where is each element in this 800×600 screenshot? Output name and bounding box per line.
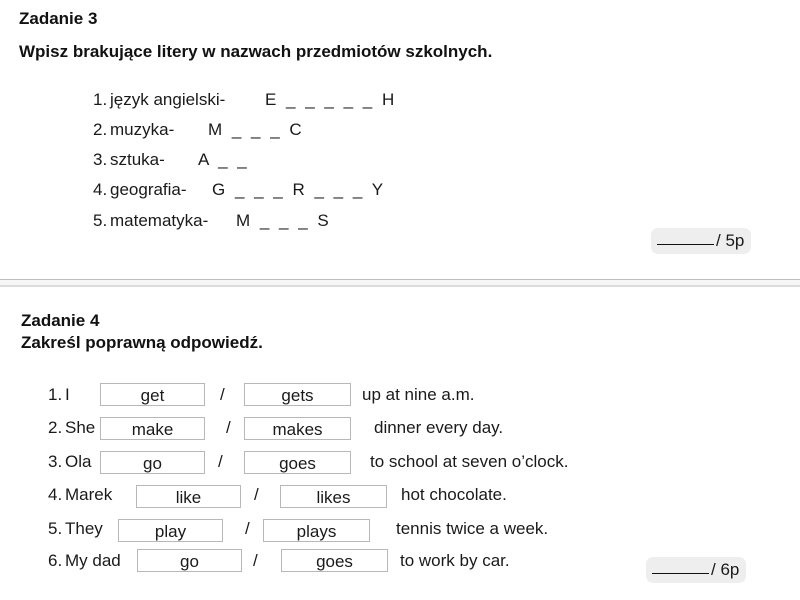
sentence-rest: to work by car. <box>400 551 510 570</box>
option-separator: / <box>226 418 231 437</box>
task3-item <box>93 150 165 170</box>
item-number: 1. <box>48 385 63 404</box>
item-word: matematyka- <box>110 211 209 230</box>
item-subject: I <box>65 385 70 404</box>
task4-points: / 6p <box>711 560 740 579</box>
task4-subject <box>48 485 112 505</box>
score-blank[interactable] <box>657 228 714 245</box>
task3-item <box>93 180 187 200</box>
task3-instruction: Wpisz brakujące litery w nazwach przedmiotów szkolnych. <box>19 42 493 61</box>
item-subject: Ola <box>65 452 92 471</box>
task3-pattern[interactable]: A _ _ <box>198 150 247 169</box>
option-b-box[interactable]: makes <box>244 417 351 440</box>
sentence-rest: dinner every day. <box>374 418 504 437</box>
task4-subject <box>48 452 91 472</box>
task3-pattern[interactable]: M _ _ _ C <box>208 120 302 139</box>
option-a-box[interactable]: go <box>137 549 242 572</box>
option-a-box[interactable]: make <box>100 417 205 440</box>
task3-pattern[interactable]: E _ _ _ _ _ H <box>265 90 395 109</box>
task4-instruction: Zakreśl poprawną odpowiedź. <box>21 333 263 352</box>
item-subject: They <box>65 519 103 538</box>
section-divider-shadow <box>0 285 800 287</box>
item-number: 1. <box>93 90 108 109</box>
option-separator: / <box>245 519 250 538</box>
task3-pattern[interactable]: G _ _ _ R _ _ _ Y <box>212 180 384 199</box>
task4-points-box[interactable] <box>646 557 746 583</box>
task3-item <box>93 90 225 110</box>
option-separator: / <box>220 385 225 404</box>
option-a-box[interactable]: play <box>118 519 223 542</box>
item-number: 4. <box>48 485 63 504</box>
option-separator: / <box>254 485 259 504</box>
task3-item <box>93 211 208 231</box>
option-b-box[interactable]: likes <box>280 485 387 508</box>
option-separator: / <box>218 452 223 471</box>
option-a-box[interactable]: like <box>136 485 241 508</box>
item-number: 3. <box>93 150 108 169</box>
item-number: 4. <box>93 180 108 199</box>
task4-subject <box>48 551 121 571</box>
task4-subject <box>48 418 95 438</box>
item-number: 6. <box>48 551 63 570</box>
item-number: 2. <box>93 120 108 139</box>
option-a-box[interactable]: get <box>100 383 205 406</box>
sentence-rest: tennis twice a week. <box>396 519 549 538</box>
task4-subject <box>48 519 103 539</box>
task3-title: Zadanie 3 <box>19 9 98 28</box>
item-word: język angielski- <box>110 90 226 109</box>
task3-points: / 5p <box>716 231 745 250</box>
sentence-rest: up at nine a.m. <box>362 385 475 404</box>
item-word: sztuka- <box>110 150 165 169</box>
item-word: geografia- <box>110 180 187 199</box>
item-number: 5. <box>93 211 108 230</box>
score-blank[interactable] <box>652 557 709 574</box>
option-separator: / <box>253 551 258 570</box>
task4-title: Zadanie 4 <box>21 311 100 330</box>
item-subject: Marek <box>65 485 113 504</box>
option-b-box[interactable]: goes <box>244 451 351 474</box>
sentence-rest: hot chocolate. <box>401 485 507 504</box>
item-subject: She <box>65 418 96 437</box>
item-number: 2. <box>48 418 63 437</box>
option-b-box[interactable]: plays <box>263 519 370 542</box>
option-a-box[interactable]: go <box>100 451 205 474</box>
task4-subject <box>48 385 70 405</box>
task3-points-box[interactable] <box>651 228 751 254</box>
option-b-box[interactable]: gets <box>244 383 351 406</box>
sentence-rest: to school at seven o’clock. <box>370 452 569 471</box>
item-word: muzyka- <box>110 120 175 139</box>
item-number: 3. <box>48 452 63 471</box>
task3-pattern[interactable]: M _ _ _ S <box>236 211 329 230</box>
item-subject: My dad <box>65 551 121 570</box>
item-number: 5. <box>48 519 63 538</box>
option-b-box[interactable]: goes <box>281 549 388 572</box>
task3-item <box>93 120 174 140</box>
